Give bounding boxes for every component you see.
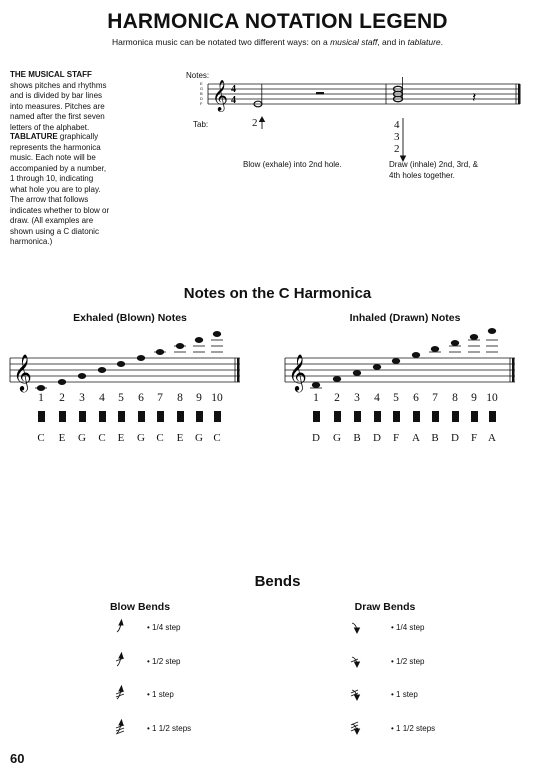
exhaled-note-letter: C xyxy=(98,432,106,444)
exhaled-note-letter: G xyxy=(78,432,86,444)
inhaled-note-letter: G xyxy=(333,432,341,444)
draw-bend-half-icon xyxy=(351,657,360,667)
blow-tab-number: 2 xyxy=(252,117,258,129)
exhaled-treble-clef-icon: 𝄞 xyxy=(13,353,32,391)
inhaled-note-letter: A xyxy=(412,432,420,444)
inhaled-hole-number: 10 xyxy=(486,392,498,404)
notes-label: Notes: xyxy=(186,71,210,80)
inhaled-hole-number: 2 xyxy=(334,392,340,404)
draw-bend-step-3: • 1 step xyxy=(391,690,418,699)
tab-body: graphically represents the harmonica music. Each note will be accompanied by a number, 1 through 10, indicating what hole you are to play. The arrow that follows indicates whether to blow or draw. (All examples are shown using a C diatonic harmonica.) xyxy=(10,132,110,246)
inhaled-note-letter: D xyxy=(312,432,320,444)
draw-tab-4: 4 xyxy=(394,119,400,131)
draw-bend-whole-icon xyxy=(351,690,360,700)
blow-bend-one-half-icon xyxy=(116,720,124,734)
exhaled-note-letter: G xyxy=(195,432,203,444)
exhaled-hole-number: 4 xyxy=(99,392,105,404)
draw-step-label: 1 1/2 steps xyxy=(396,724,436,733)
draw-bends-title: Draw Bends xyxy=(354,601,416,613)
draw-bend-step-2: • 1/2 step xyxy=(391,657,425,666)
draw-caption: Draw (inhale) 2nd, 3rd, & 4th holes together. xyxy=(389,160,478,180)
blow-step-label: 1/2 step xyxy=(152,657,181,666)
inhaled-title: Inhaled (Drawn) Notes xyxy=(349,312,461,324)
inhaled-hole-number: 5 xyxy=(393,392,399,404)
draw-bend-step-4: • 1 1/2 steps xyxy=(391,724,436,733)
inhaled-hole-number: 4 xyxy=(374,392,380,404)
exhaled-hole-number: 9 xyxy=(196,392,202,404)
intro-middle: , and in xyxy=(377,37,408,47)
exhaled-hole-number: 2 xyxy=(59,392,65,404)
exhaled-hole-number: 5 xyxy=(118,392,124,404)
staff-term: THE MUSICAL STAFF xyxy=(10,70,92,79)
draw-bend-step-1: • 1/4 step xyxy=(391,623,425,632)
example-quarter-rest-icon: 𝄽 xyxy=(472,90,477,106)
blow-bend-step-1: • 1/4 step xyxy=(147,623,181,632)
exhaled-note-letter: C xyxy=(213,432,221,444)
inhaled-note-letter: B xyxy=(431,432,439,444)
page-number: 60 xyxy=(10,751,25,766)
exhaled-note-letter: E xyxy=(117,432,125,444)
blow-bend-quarter-icon xyxy=(117,620,123,632)
tab-term: TABLATURE xyxy=(10,132,58,141)
blow-bend-half-icon xyxy=(116,653,124,666)
example-time-bottom: 4 xyxy=(231,95,236,106)
intro-staff-term: musical staff xyxy=(330,37,378,47)
exhaled-note-letter: E xyxy=(58,432,66,444)
inhaled-note-letter: B xyxy=(353,432,361,444)
staff-side-letters: E G B D F xyxy=(200,81,204,106)
draw-tab-3: 3 xyxy=(394,131,400,143)
inhaled-note-letter: D xyxy=(451,432,459,444)
example-time-top: 4 xyxy=(231,84,236,95)
inhaled-hole-number: 9 xyxy=(471,392,477,404)
staff-body: shows pitches and rhythms and is divided by bar lines into measures. Pitches are named after the first seven letters of the alphabet. xyxy=(10,80,107,132)
intro-suffix: . xyxy=(440,37,444,47)
inhaled-note-letter: F xyxy=(392,432,400,444)
exhaled-note-letter: C xyxy=(156,432,164,444)
exhaled-hole-number: 7 xyxy=(157,392,163,404)
blow-step-label: 1 step xyxy=(152,690,174,699)
draw-bend-one-half-icon xyxy=(351,722,360,734)
exhaled-hole-number: 8 xyxy=(177,392,183,404)
exhaled-hole-number: 6 xyxy=(138,392,144,404)
exhaled-note-letter: G xyxy=(137,432,145,444)
inhaled-hole-number: 7 xyxy=(432,392,438,404)
draw-step-label: 1/2 step xyxy=(396,657,425,666)
inhaled-hole-number: 1 xyxy=(313,392,319,404)
exhaled-hole-number: 1 xyxy=(38,392,44,404)
inhaled-hole-number: 6 xyxy=(413,392,419,404)
blow-bend-whole-icon xyxy=(116,686,124,699)
inhaled-note-letter: F xyxy=(470,432,478,444)
exhaled-note-letter: E xyxy=(176,432,184,444)
bends-title: Bends xyxy=(254,573,301,590)
draw-tab-2: 2 xyxy=(394,143,400,155)
blow-bend-step-3: • 1 step xyxy=(147,690,174,699)
notes-section-title: Notes on the C Harmonica xyxy=(183,285,372,302)
inhaled-treble-clef-icon: 𝄞 xyxy=(288,353,307,391)
intro-tab-term: tablature xyxy=(407,37,441,47)
draw-step-label: 1 step xyxy=(396,690,418,699)
blow-caption: Blow (exhale) into 2nd hole. xyxy=(243,160,342,169)
draw-step-label: 1/4 step xyxy=(396,623,425,632)
blow-step-label: 1/4 step xyxy=(152,623,181,632)
example-treble-clef-icon: 𝄞 xyxy=(212,80,228,111)
blow-bend-step-2: • 1/2 step xyxy=(147,657,181,666)
inhaled-note-letter: A xyxy=(488,432,496,444)
page-title: HARMONICA NOTATION LEGEND xyxy=(107,10,448,33)
blow-bend-step-4: • 1 1/2 steps xyxy=(147,724,192,733)
tab-label: Tab: xyxy=(193,120,209,129)
inhaled-hole-number: 8 xyxy=(452,392,458,404)
intro-prefix: Harmonica music can be notated two different ways: on a xyxy=(111,37,331,47)
exhaled-title: Exhaled (Blown) Notes xyxy=(73,312,187,324)
inhaled-note-letter: D xyxy=(373,432,381,444)
blow-bends-title: Blow Bends xyxy=(109,601,171,613)
inhaled-hole-number: 3 xyxy=(354,392,360,404)
exhaled-note-letter: C xyxy=(37,432,45,444)
exhaled-hole-number: 3 xyxy=(79,392,85,404)
blow-step-label: 1 1/2 steps xyxy=(152,724,192,733)
exhaled-hole-number: 10 xyxy=(211,392,223,404)
draw-bend-quarter-icon xyxy=(352,623,360,633)
